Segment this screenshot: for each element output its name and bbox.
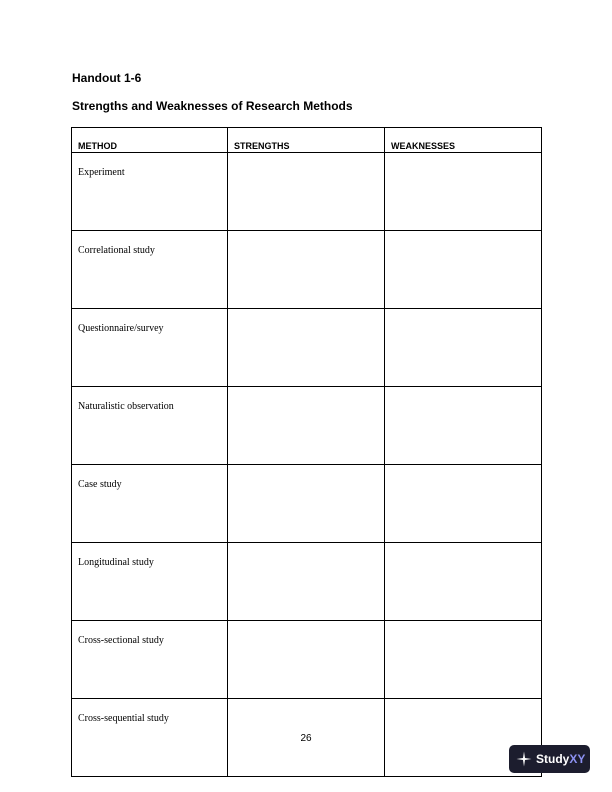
brand-name-main: Study (536, 752, 570, 766)
table-row (72, 153, 542, 231)
table-row (72, 543, 542, 621)
method-cell: Cross-sequential study (72, 699, 228, 777)
document-title: Strengths and Weaknesses of Research Methods (72, 99, 353, 113)
method-cell: Questionnaire/survey (72, 309, 228, 387)
table-row (72, 231, 542, 309)
plus-sparkle-icon (516, 751, 536, 767)
column-header-method: METHOD (72, 128, 228, 153)
strengths-cell (228, 465, 385, 543)
strengths-cell (228, 621, 385, 699)
table-header-row (72, 128, 542, 153)
strengths-cell (228, 387, 385, 465)
table-row (72, 387, 542, 465)
method-cell: Case study (72, 465, 228, 543)
column-header-weaknesses: WEAKNESSES (385, 128, 542, 153)
handout-label: Handout 1-6 (72, 71, 142, 85)
method-cell: Correlational study (72, 231, 228, 309)
weaknesses-cell (385, 543, 542, 621)
strengths-cell (228, 153, 385, 231)
weaknesses-cell (385, 621, 542, 699)
strengths-cell (228, 309, 385, 387)
weaknesses-cell (385, 231, 542, 309)
method-cell: Longitudinal study (72, 543, 228, 621)
method-cell: Experiment (72, 153, 228, 231)
weaknesses-cell (385, 465, 542, 543)
table-row (72, 621, 542, 699)
method-cell: Cross-sectional study (72, 621, 228, 699)
weaknesses-cell (385, 387, 542, 465)
brand-name (536, 752, 585, 766)
brand-name-accent: XY (569, 752, 586, 766)
strengths-cell (228, 543, 385, 621)
table-row (72, 465, 542, 543)
weaknesses-cell (385, 153, 542, 231)
strengths-cell (228, 231, 385, 309)
weaknesses-cell (385, 309, 542, 387)
table-row (72, 309, 542, 387)
method-cell: Naturalistic observation (72, 387, 228, 465)
column-header-strengths: STRENGTHS (228, 128, 385, 153)
page-number: 26 (300, 733, 312, 744)
studyxy-brand-badge[interactable] (509, 745, 590, 773)
methods-table (71, 127, 542, 777)
